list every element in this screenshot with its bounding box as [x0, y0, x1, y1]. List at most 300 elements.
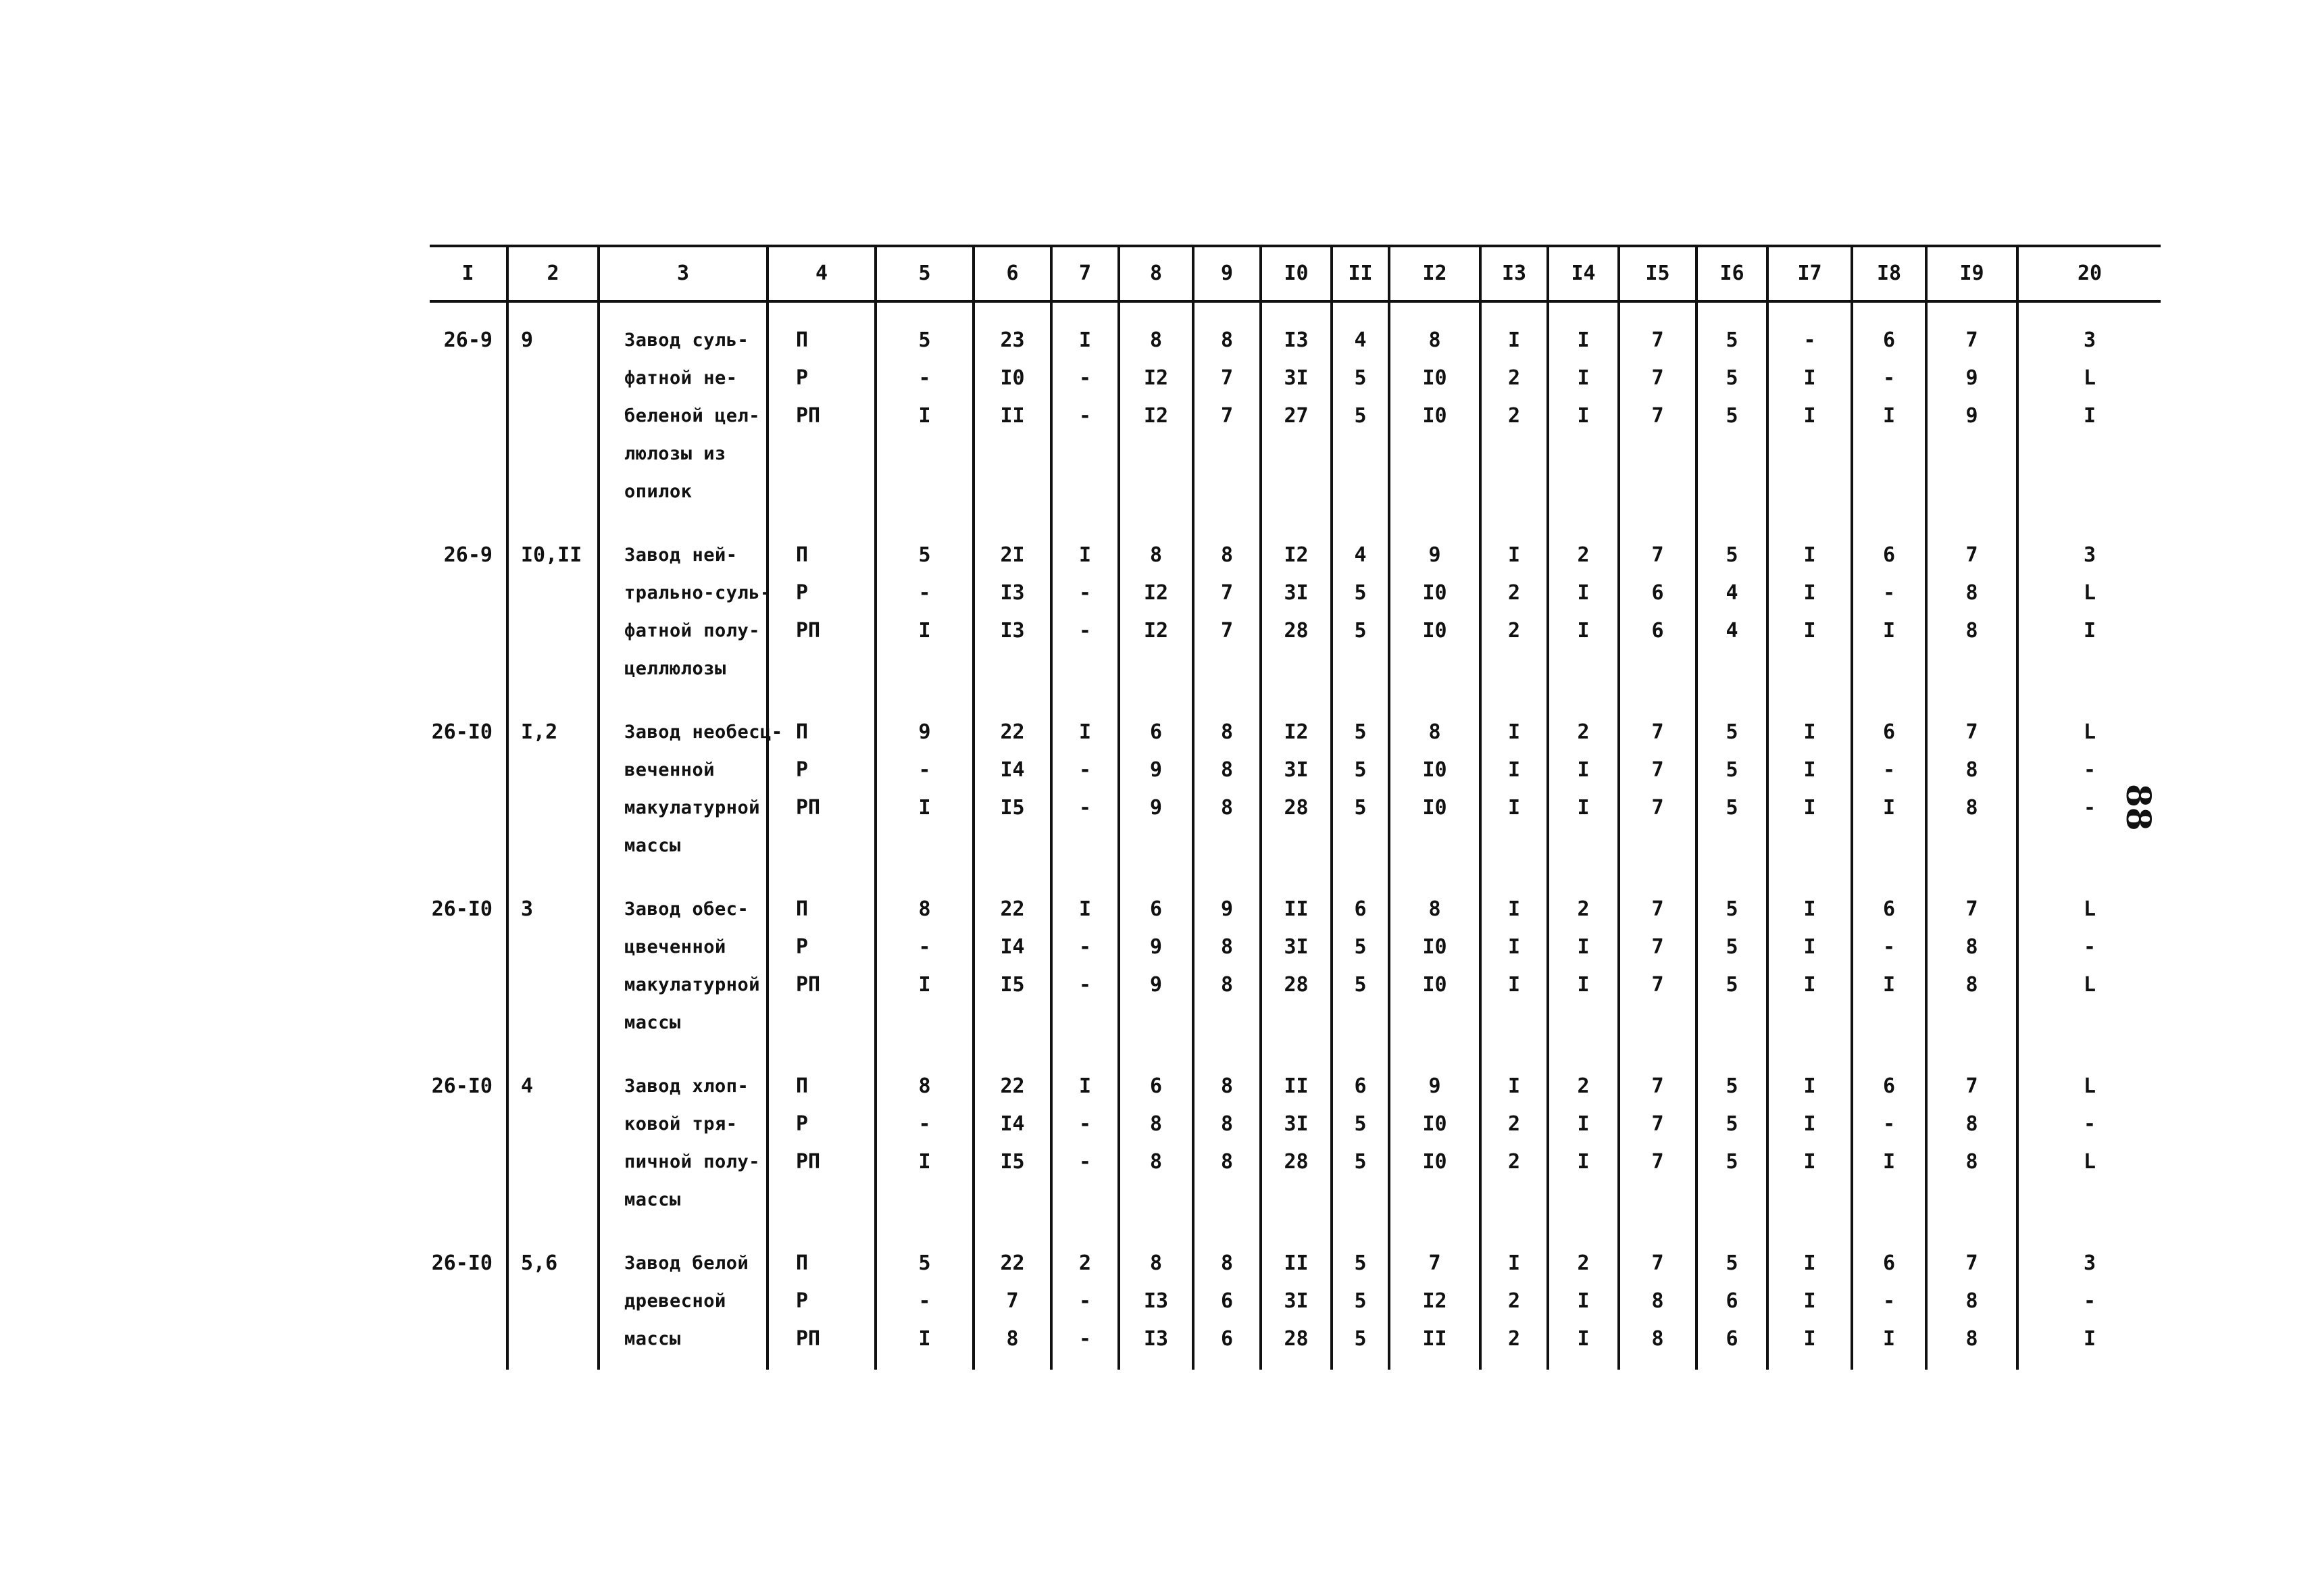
value-cell — [1261, 301, 1332, 518]
cell-line: I — [1803, 897, 1816, 921]
cell-line: II — [1284, 1074, 1309, 1098]
cell-line: - — [1078, 1112, 1092, 1136]
cell-line: 8 — [1965, 619, 1978, 643]
cell-line: I — [1577, 758, 1590, 782]
cell-line: люлозы из — [624, 443, 726, 464]
cell-line: Р — [796, 758, 809, 782]
row-code-cell — [430, 1049, 507, 1226]
value-cell — [1926, 872, 2017, 1049]
cell-line: I — [1803, 1327, 1816, 1351]
cell-line: - — [2083, 1112, 2096, 1136]
cell-line: L — [2083, 366, 2096, 390]
row-ref: 5,6 — [521, 1251, 558, 1275]
cell-line: 3I — [1284, 581, 1309, 605]
value-cell — [1332, 1226, 1389, 1370]
cell-line: I2 — [1422, 1289, 1447, 1313]
row-ref: 3 — [521, 897, 534, 921]
cell-line: 22 — [1000, 720, 1025, 744]
cell-line: 5 — [1354, 935, 1367, 959]
cell-line: 3I — [1284, 935, 1309, 959]
value-cell — [974, 695, 1051, 872]
cell-line: 8 — [918, 1074, 931, 1098]
cell-line: 5 — [1354, 366, 1367, 390]
cell-line: 7 — [1651, 1074, 1664, 1098]
cell-line: I5 — [1000, 796, 1025, 820]
cell-line: 7 — [1965, 1251, 1978, 1275]
cell-line: I — [1507, 1251, 1521, 1275]
value-cell — [1480, 301, 1548, 518]
cell-line: П — [796, 543, 809, 567]
value-cell — [1261, 872, 1332, 1049]
cell-line: I — [1803, 973, 1816, 997]
cell-line: I — [1078, 1074, 1092, 1098]
cell-line: опилок — [624, 481, 693, 502]
cell-line: - — [1078, 619, 1092, 643]
value-cell — [1261, 518, 1332, 695]
table-body — [430, 301, 2161, 1370]
cell-line: 22 — [1000, 1074, 1025, 1098]
cell-line: 9 — [1149, 973, 1163, 997]
cell-line: 8 — [1006, 1327, 1019, 1351]
cell-line: 5 — [1354, 1150, 1367, 1174]
cell-line: 8 — [1220, 328, 1234, 352]
cell-line: I — [1882, 1327, 1896, 1351]
cell-line: - — [1803, 328, 1816, 352]
cell-line: 8 — [1149, 328, 1163, 352]
cell-line: 6 — [1354, 1074, 1367, 1098]
cell-line: 8 — [1965, 581, 1978, 605]
row-code: 26-I0 — [431, 1074, 493, 1098]
value-cell — [1619, 301, 1696, 518]
cell-line: - — [918, 366, 931, 390]
cell-line: 5 — [1354, 404, 1367, 428]
cell-line: I — [1078, 543, 1092, 567]
cell-line: I2 — [1143, 404, 1169, 428]
cell-line: II — [1284, 897, 1309, 921]
cell-line: 4 — [1726, 581, 1738, 605]
cell-line: 5 — [1726, 796, 1738, 820]
value-cell — [1767, 301, 1852, 518]
value-cell — [1480, 1226, 1548, 1370]
cell-line: I — [1803, 1251, 1816, 1275]
value-cell — [1696, 1226, 1767, 1370]
cell-line: 28 — [1284, 796, 1309, 820]
value-cell — [1480, 872, 1548, 1049]
value-cell — [1548, 695, 1619, 872]
data-table — [430, 245, 2161, 1370]
cell-line: I — [918, 1327, 931, 1351]
cell-line: I — [1803, 1112, 1816, 1136]
value-cell — [1480, 518, 1548, 695]
cell-line: - — [1078, 366, 1092, 390]
cell-line: 5 — [1726, 543, 1738, 567]
cell-line: 6 — [1651, 581, 1664, 605]
row-kind-cell — [768, 301, 876, 518]
cell-line: 3I — [1284, 758, 1309, 782]
value-cell — [1193, 301, 1261, 518]
row-name-cell — [599, 1049, 768, 1226]
column-header: I3 — [1480, 246, 1548, 301]
cell-line: 7 — [1651, 1150, 1664, 1174]
cell-line: 22 — [1000, 897, 1025, 921]
cell-line: 6 — [1220, 1289, 1234, 1313]
cell-line: 2 — [1507, 1112, 1521, 1136]
value-cell — [1852, 518, 1926, 695]
row-code: 26-I0 — [431, 1251, 493, 1275]
cell-line: 8 — [1220, 720, 1234, 744]
cell-line: - — [918, 1112, 931, 1136]
value-cell — [1332, 872, 1389, 1049]
value-cell — [1480, 1049, 1548, 1226]
cell-line: I — [918, 1150, 931, 1174]
cell-line: I — [1577, 328, 1590, 352]
cell-line: I2 — [1143, 581, 1169, 605]
cell-line: 8 — [1965, 935, 1978, 959]
value-cell — [974, 301, 1051, 518]
cell-line: 8 — [1149, 543, 1163, 567]
cell-line: 7 — [1651, 935, 1664, 959]
value-cell — [1051, 1226, 1119, 1370]
value-cell — [1852, 1226, 1926, 1370]
value-cell — [876, 1049, 974, 1226]
column-header: 6 — [974, 246, 1051, 301]
value-cell — [2017, 1049, 2161, 1226]
cell-line: 28 — [1284, 973, 1309, 997]
row-name-cell — [599, 695, 783, 872]
cell-line: I2 — [1143, 366, 1169, 390]
value-cell — [1619, 1049, 1696, 1226]
value-cell — [1193, 872, 1261, 1049]
value-cell — [1119, 1049, 1193, 1226]
value-cell — [1389, 695, 1480, 872]
column-header: 7 — [1051, 246, 1119, 301]
cell-line: I0 — [1422, 935, 1447, 959]
cell-line: - — [2083, 1289, 2096, 1313]
column-header: I2 — [1389, 246, 1480, 301]
cell-line: 2 — [1507, 581, 1521, 605]
cell-line: 7 — [1651, 973, 1664, 997]
cell-line: I — [918, 973, 931, 997]
cell-line: I — [1507, 758, 1521, 782]
cell-line: 8 — [1428, 328, 1441, 352]
row-ref-cell — [507, 872, 599, 1049]
cell-line: I0 — [1422, 796, 1447, 820]
cell-line: 5 — [1726, 1074, 1738, 1098]
table-row — [430, 301, 2161, 518]
cell-line: I2 — [1284, 543, 1309, 567]
cell-line: I — [1803, 619, 1816, 643]
cell-line: 5 — [1726, 328, 1738, 352]
cell-line: трально-суль- — [624, 582, 772, 603]
cell-line: 5 — [1354, 758, 1367, 782]
cell-line: 5 — [1354, 1112, 1367, 1136]
cell-line: I0 — [1000, 366, 1025, 390]
cell-line: I0 — [1422, 404, 1447, 428]
cell-line: 6 — [1220, 1327, 1234, 1351]
cell-line: веченной — [624, 759, 715, 780]
cell-line: - — [1078, 581, 1092, 605]
cell-line: I3 — [1143, 1289, 1169, 1313]
cell-line: I — [1803, 1150, 1816, 1174]
cell-line: Завод хлоп- — [624, 1076, 749, 1097]
row-name-cell — [599, 1226, 768, 1370]
cell-line: I — [1803, 543, 1816, 567]
cell-line: I — [1577, 619, 1590, 643]
cell-line: I — [2083, 619, 2096, 643]
value-cell — [1261, 1226, 1332, 1370]
page-number: 88 — [2119, 784, 2159, 831]
cell-line: 5 — [1726, 366, 1738, 390]
cell-line: I0 — [1422, 1150, 1447, 1174]
cell-line: 4 — [1354, 328, 1367, 352]
cell-line: I — [1507, 720, 1521, 744]
cell-line: L — [2083, 897, 2096, 921]
cell-line: 2 — [1507, 366, 1521, 390]
row-code: 26-I0 — [431, 897, 493, 921]
cell-line: - — [1078, 935, 1092, 959]
value-cell — [876, 301, 974, 518]
cell-line: 9 — [1149, 758, 1163, 782]
cell-line: 8 — [1651, 1289, 1664, 1313]
value-cell — [1696, 695, 1767, 872]
cell-line: 6 — [1882, 543, 1896, 567]
value-cell — [1619, 518, 1696, 695]
cell-line: I0 — [1422, 1112, 1447, 1136]
cell-line: 6 — [1882, 1251, 1896, 1275]
cell-line: - — [2083, 758, 2096, 782]
value-cell — [1119, 1226, 1193, 1370]
cell-line: 8 — [1220, 1150, 1234, 1174]
value-cell — [1332, 1049, 1389, 1226]
cell-line: 3I — [1284, 1289, 1309, 1313]
cell-line: - — [2083, 935, 2096, 959]
cell-line: 7 — [1651, 796, 1664, 820]
cell-line: I — [1577, 1327, 1590, 1351]
cell-line: I — [1507, 897, 1521, 921]
cell-line: 6 — [1651, 619, 1664, 643]
cell-line: Завод белой — [624, 1253, 749, 1274]
cell-line: 5 — [1726, 935, 1738, 959]
cell-line: I — [1882, 973, 1896, 997]
cell-line: 8 — [1651, 1327, 1664, 1351]
column-header: I5 — [1619, 246, 1696, 301]
cell-line: 2 — [1507, 1289, 1521, 1313]
cell-line: 8 — [1220, 1251, 1234, 1275]
cell-line: I — [1803, 1074, 1816, 1098]
cell-line: 6 — [1354, 897, 1367, 921]
row-code: 26-9 — [443, 543, 493, 567]
cell-line: 7 — [1651, 1112, 1664, 1136]
value-cell — [1051, 1049, 1119, 1226]
cell-line: 5 — [918, 1251, 931, 1275]
row-name-cell — [599, 518, 772, 695]
column-header: 2 — [507, 246, 599, 301]
cell-line: 8 — [1220, 758, 1234, 782]
column-header: I4 — [1548, 246, 1619, 301]
cell-line: 5 — [1354, 720, 1367, 744]
cell-line: макулатурной — [624, 797, 761, 818]
cell-line: 8 — [1149, 1150, 1163, 1174]
cell-line: 5 — [1726, 1112, 1738, 1136]
row-kind-cell — [768, 872, 876, 1049]
row-code-cell — [430, 301, 507, 518]
value-cell — [1926, 695, 2017, 872]
cell-line: - — [918, 1289, 931, 1313]
cell-line: 8 — [1965, 1112, 1978, 1136]
value-cell — [974, 518, 1051, 695]
cell-line: 7 — [1428, 1251, 1441, 1275]
cell-line: 23 — [1000, 328, 1025, 352]
row-code-cell — [430, 1226, 507, 1370]
cell-line: 6 — [1882, 720, 1896, 744]
cell-line: 2 — [1577, 543, 1590, 567]
value-cell — [1619, 872, 1696, 1049]
cell-line: - — [1882, 581, 1896, 605]
row-ref-cell — [507, 1049, 599, 1226]
cell-line: 3I — [1284, 1112, 1309, 1136]
cell-line: - — [1078, 1150, 1092, 1174]
cell-line: 8 — [1428, 720, 1441, 744]
cell-line: 2 — [1577, 720, 1590, 744]
column-header: I8 — [1852, 246, 1926, 301]
value-cell — [1696, 301, 1767, 518]
cell-line: I — [1882, 404, 1896, 428]
cell-line: 8 — [1220, 935, 1234, 959]
cell-line: 7 — [1965, 1074, 1978, 1098]
cell-line: L — [2083, 581, 2096, 605]
row-ref: I0,II — [521, 543, 582, 567]
value-cell — [1548, 518, 1619, 695]
cell-line: 5 — [1354, 1327, 1367, 1351]
cell-line: I — [918, 619, 931, 643]
value-cell — [1193, 695, 1261, 872]
cell-line: 3 — [2083, 328, 2096, 352]
cell-line: 5 — [1354, 973, 1367, 997]
cell-line: I — [1577, 1150, 1590, 1174]
cell-line: беленой цел- — [624, 405, 761, 426]
header-row — [430, 246, 2161, 301]
cell-line: 9 — [1965, 404, 1978, 428]
cell-line: 3 — [2083, 1251, 2096, 1275]
value-cell — [1548, 301, 1619, 518]
cell-line: 5 — [1726, 973, 1738, 997]
cell-line: I — [1577, 1112, 1590, 1136]
value-cell — [1119, 518, 1193, 695]
cell-line: 5 — [1726, 897, 1738, 921]
value-cell — [1119, 301, 1193, 518]
value-cell — [1767, 1049, 1852, 1226]
value-cell — [2017, 518, 2161, 695]
cell-line: 7 — [1220, 366, 1234, 390]
cell-line: 7 — [1965, 543, 1978, 567]
cell-line: 2 — [1078, 1251, 1092, 1275]
value-cell — [1051, 301, 1119, 518]
cell-line: I — [1507, 1074, 1521, 1098]
value-cell — [1389, 301, 1480, 518]
value-cell — [1119, 695, 1193, 872]
cell-line: I4 — [1000, 1112, 1025, 1136]
table-row — [430, 1226, 2161, 1370]
value-cell — [1852, 301, 1926, 518]
cell-line: 5 — [1354, 581, 1367, 605]
cell-line: I — [1507, 328, 1521, 352]
cell-line: 7 — [1651, 720, 1664, 744]
cell-line: массы — [624, 1189, 681, 1210]
column-header: 5 — [876, 246, 974, 301]
cell-line: I — [918, 796, 931, 820]
cell-line: 8 — [1220, 796, 1234, 820]
column-header: 8 — [1119, 246, 1193, 301]
value-cell — [2017, 695, 2161, 872]
cell-line: массы — [624, 835, 681, 856]
row-name-cell — [599, 301, 768, 518]
cell-line: I — [1577, 796, 1590, 820]
cell-line: 7 — [1651, 1251, 1664, 1275]
cell-line: I — [1577, 581, 1590, 605]
cell-line: I — [1803, 935, 1816, 959]
cell-line: Р — [796, 935, 809, 959]
cell-line: П — [796, 897, 809, 921]
cell-line: I — [1577, 1289, 1590, 1313]
cell-line: I — [1507, 796, 1521, 820]
row-code-cell — [430, 695, 507, 872]
cell-line: 22 — [1000, 1251, 1025, 1275]
value-cell — [1332, 695, 1389, 872]
cell-line: 2 — [1507, 1150, 1521, 1174]
value-cell — [2017, 1226, 2161, 1370]
column-header: I6 — [1696, 246, 1767, 301]
cell-line: - — [1078, 758, 1092, 782]
cell-line: 8 — [1965, 973, 1978, 997]
cell-line: 2 — [1577, 1251, 1590, 1275]
cell-line: II — [1284, 1251, 1309, 1275]
cell-line: I — [918, 404, 931, 428]
cell-line: 4 — [1354, 543, 1367, 567]
cell-line: 9 — [1149, 935, 1163, 959]
cell-line: 8 — [1149, 1251, 1163, 1275]
cell-line: Р — [796, 1289, 809, 1313]
cell-line: 7 — [1965, 328, 1978, 352]
cell-line: I4 — [1000, 758, 1025, 782]
cell-line: Р — [796, 581, 809, 605]
cell-line: I5 — [1000, 973, 1025, 997]
cell-line: 5 — [1726, 1150, 1738, 1174]
cell-line: 28 — [1284, 1327, 1309, 1351]
value-cell — [1193, 1049, 1261, 1226]
value-cell — [1767, 695, 1852, 872]
cell-line: - — [1882, 935, 1896, 959]
value-cell — [1767, 518, 1852, 695]
value-cell — [1261, 1049, 1332, 1226]
cell-line: 5 — [1354, 1251, 1367, 1275]
cell-line: I — [1078, 328, 1092, 352]
cell-line: - — [1078, 973, 1092, 997]
cell-line: 9 — [918, 720, 931, 744]
cell-line: П — [796, 1251, 809, 1275]
cell-line: 7 — [1651, 897, 1664, 921]
cell-line: I — [1577, 404, 1590, 428]
value-cell — [1332, 518, 1389, 695]
cell-line: 5 — [1726, 404, 1738, 428]
cell-line: 6 — [1726, 1289, 1738, 1313]
table-row — [430, 872, 2161, 1049]
cell-line: П — [796, 1074, 809, 1098]
row-kind-cell — [768, 695, 876, 872]
cell-line: 8 — [1965, 1289, 1978, 1313]
cell-line: фатной полу- — [624, 620, 761, 641]
value-cell — [1193, 518, 1261, 695]
value-cell — [1852, 695, 1926, 872]
